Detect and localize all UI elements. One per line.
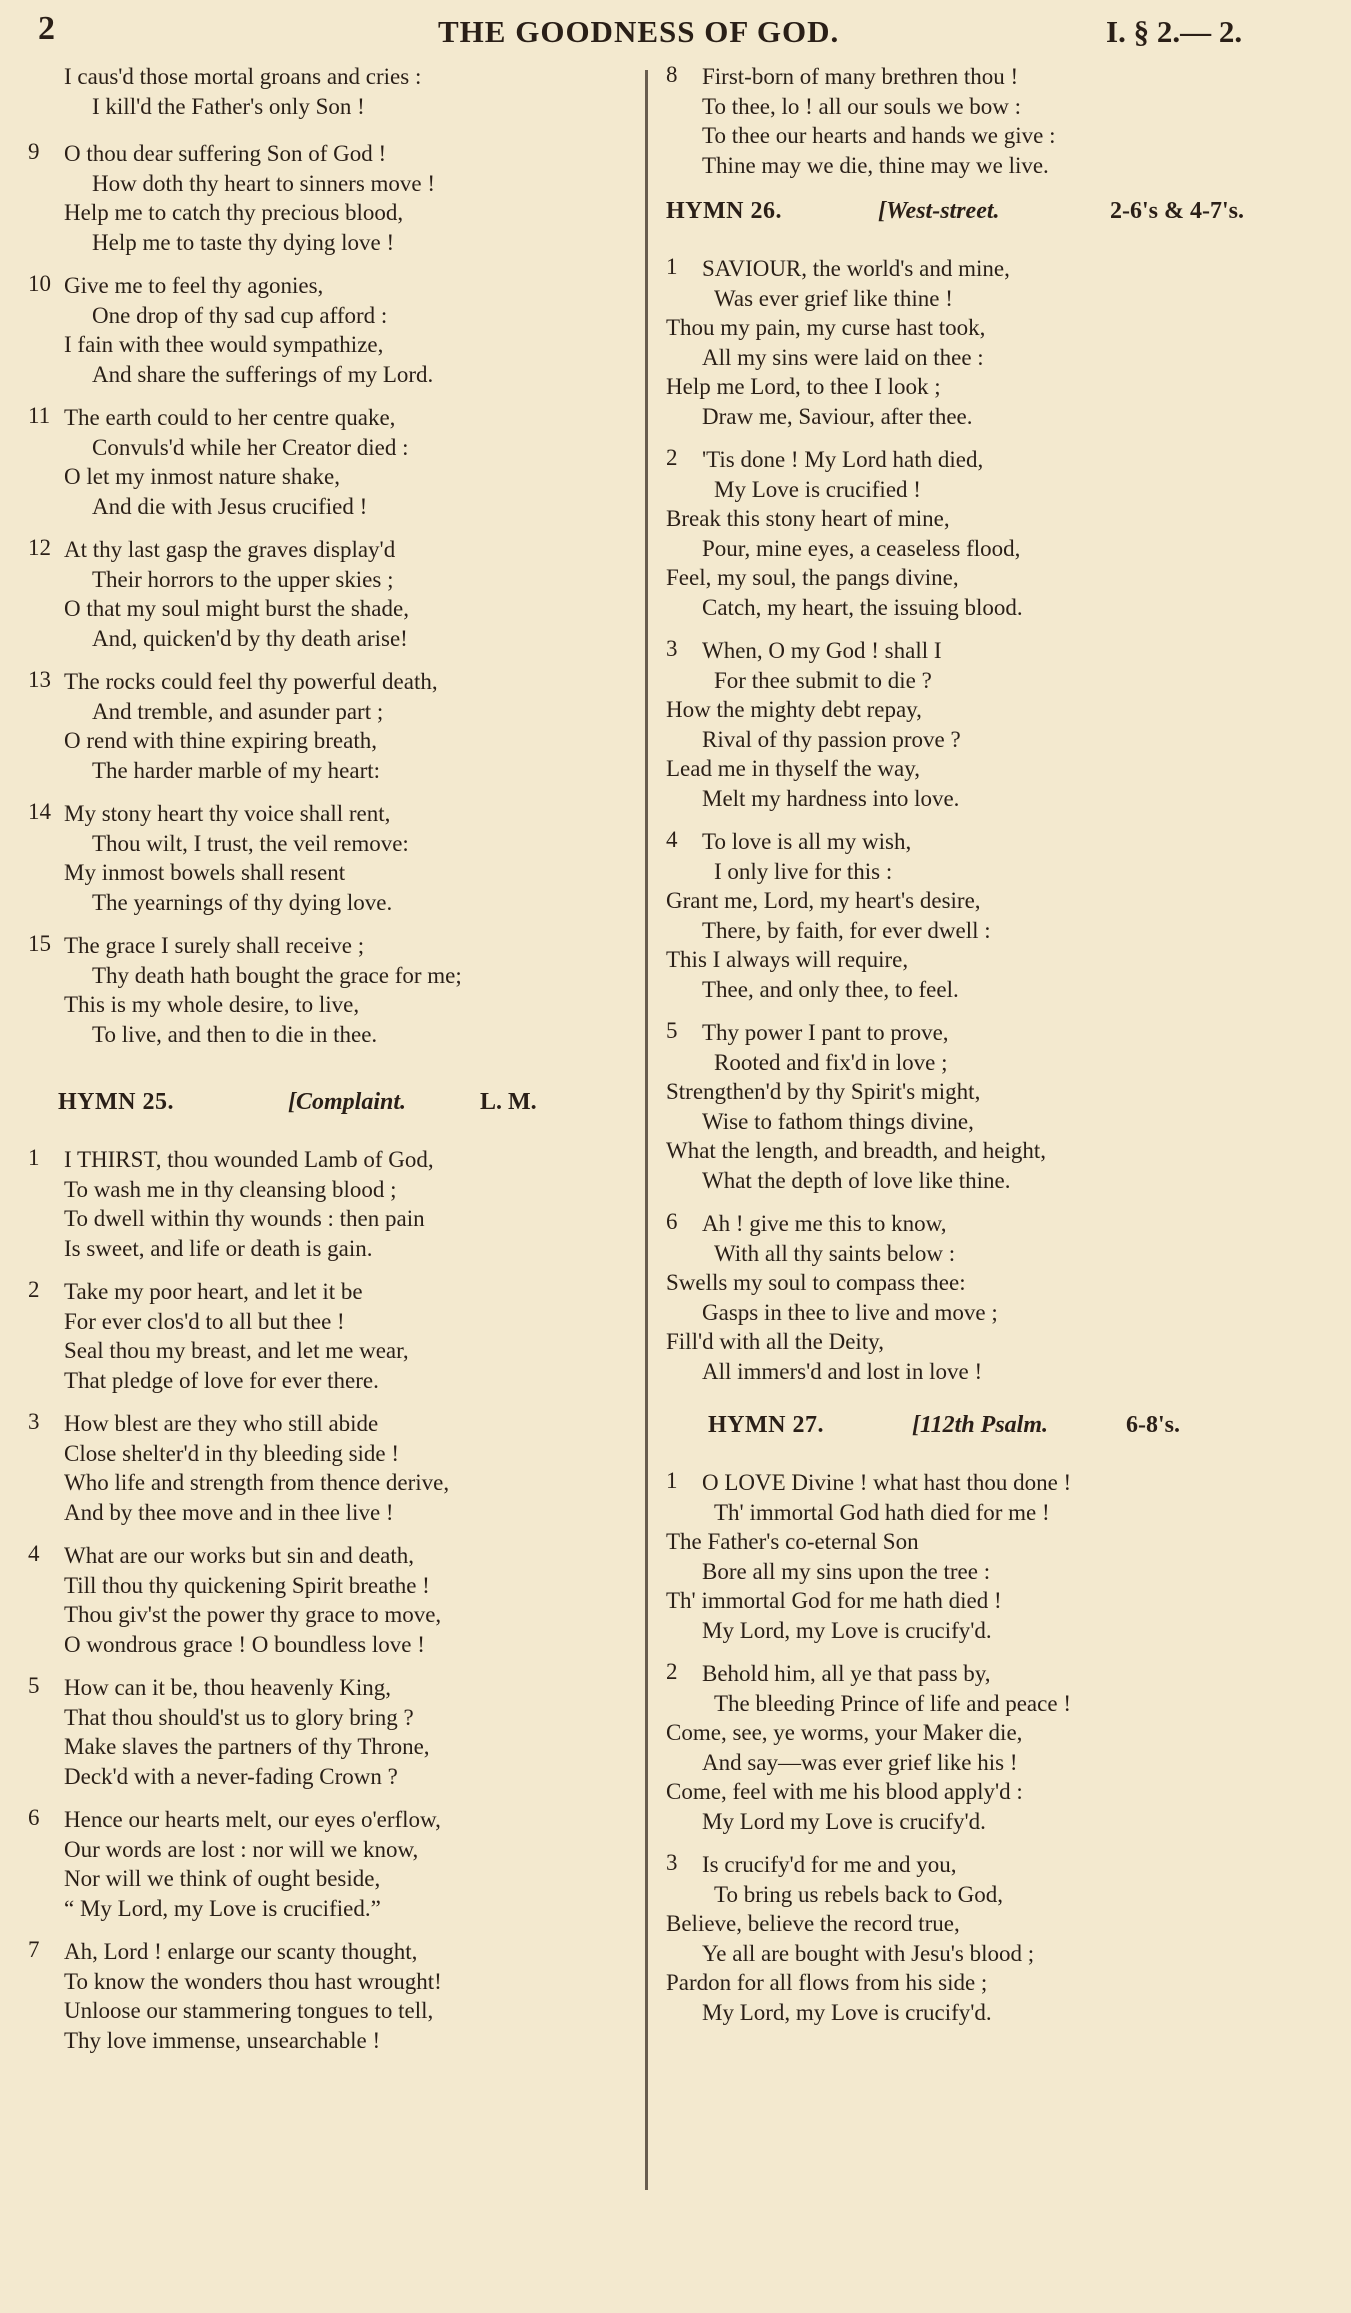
stanza-number: 2 [28,1277,40,1302]
verse-line: O let my inmost nature shake, [64,464,340,489]
stanza-number: 1 [666,1468,678,1493]
stanza [28,1673,640,1791]
verse-line: This is my whole desire, to live, [64,992,360,1017]
stanza-number: 3 [28,1409,40,1434]
meter: 2-6's & 4-7's. [1110,198,1244,224]
verse-line: And, quicken'd by thy death arise! [92,625,408,651]
stanza [666,1209,1336,1386]
verse-line: Melt my hardness into love. [702,785,960,811]
stanza [666,1659,1336,1836]
verse-line: Give me to feel thy agonies, [64,273,324,298]
stanza [28,535,640,653]
stanza [666,1468,1336,1645]
verse-line: For thee submit to die ? [714,667,932,693]
verse-line: Close shelter'd in thy bleeding side ! [64,1440,400,1466]
verse-line: I THIRST, thou wounded Lamb of God, [64,1147,434,1172]
stanza-number: 4 [28,1541,40,1566]
verse-line: And tremble, and asunder part ; [92,698,384,724]
stanza-number: 2 [666,445,678,470]
hymn-number: HYMN 27. [708,1412,824,1438]
stanza [28,1277,640,1395]
stanza-number: 6 [666,1209,678,1234]
verse-line: The yearnings of thy dying love. [92,889,393,915]
verse-line: And die with Jesus crucified ! [92,493,368,519]
meter: 6-8's. [1126,1412,1180,1438]
hymn-25-heading [28,1089,640,1131]
verse-line: There, by faith, for ever dwell : [702,917,991,943]
page-number: 2 [38,10,55,47]
verse-line: This I always will require, [666,947,909,972]
verse-line: Unloose our stammering tongues to tell, [64,1998,434,2023]
verse-line: Our words are lost : nor will we know, [64,1836,419,1862]
stanza-number: 5 [28,1673,40,1698]
stanza-number: 2 [666,1659,678,1684]
stanza [666,636,1336,813]
verse-line: O LOVE Divine ! what hast thou done ! [702,1470,1072,1495]
stanza [28,1409,640,1527]
verse-line: Behold him, all ye that pass by, [702,1661,991,1686]
stanza-number: 1 [28,1145,40,1170]
verse-line: Come, feel with me his blood apply'd : [666,1779,1023,1804]
tune-name: [West-street. [878,198,1000,224]
hymn-24-stanzas [28,139,640,1049]
verse-line: Hence our hearts melt, our eyes o'erflow, [64,1807,441,1832]
verse-line: Thou my pain, my curse hast took, [666,315,986,340]
verse-line: Take my poor heart, and let it be [64,1279,363,1304]
verse-line: To know the wonders thou hast wrought! [64,1968,442,1994]
stanza-number: 14 [28,799,51,824]
right-column [666,62,1336,2041]
verse-line: Was ever grief like thine ! [714,285,953,311]
verse-line: To dwell within thy wounds : then pain [64,1206,425,1231]
verse-line: O that my soul might burst the shade, [64,596,409,621]
stanza [28,1805,640,1923]
stanza [28,1541,640,1659]
stanza-number: 8 [666,62,678,87]
verse-line: Help me to catch thy precious blood, [64,200,404,225]
verse-line: Strengthen'd by thy Spirit's might, [666,1079,981,1104]
verse-line: I kill'd the Father's only Son ! [92,93,365,119]
left-column [28,62,640,2069]
verse-line: My stony heart thy voice shall rent, [64,801,391,826]
verse-line: Draw me, Saviour, after thee. [702,403,973,429]
verse-line: The bleeding Prince of life and peace ! [714,1690,1071,1716]
verse-line: Thine may we die, thine may we live. [702,152,1049,178]
stanza-number: 11 [28,403,51,428]
verse-line: Nor will we think of ought beside, [64,1866,381,1891]
verse-line: Grant me, Lord, my heart's desire, [666,888,981,913]
verse-line: At thy last gasp the graves display'd [64,537,396,562]
stanza-number: 5 [666,1018,678,1043]
stanza-number: 13 [28,667,51,692]
verse-line: I fain with thee would sympathize, [64,332,384,357]
hymn-27-stanzas [666,1468,1336,2027]
verse-line: Convuls'd while her Creator died : [92,434,409,460]
stanza [666,254,1336,431]
verse-line: How doth thy heart to sinners move ! [92,170,436,196]
verse-line: That pledge of love for ever there. [64,1367,379,1393]
verse-line: And share the sufferings of my Lord. [92,361,434,387]
verse-line: Pour, mine eyes, a ceaseless flood, [702,535,1021,561]
verse-line: My inmost bowels shall resent [64,860,346,885]
verse-line: Help me to taste thy dying love ! [92,229,395,255]
stanza [28,1937,640,2055]
verse-line: The rocks could feel thy powerful death, [64,669,438,694]
verse-line: Bore all my sins upon the tree : [702,1558,991,1584]
verse-line: What are our works but sin and death, [64,1543,415,1568]
verse-line: “ My Lord, my Love is crucified.” [64,1895,381,1921]
verse-line: The earth could to her centre quake, [64,405,396,430]
stanza-number: 7 [28,1937,40,1962]
verse-line: I only live for this : [714,858,893,884]
verse-line: When, O my God ! shall I [702,638,942,663]
verse-line: And by thee move and in thee live ! [64,1499,394,1525]
verse-line: My Lord, my Love is crucify'd. [702,1617,992,1643]
stanza-number: 6 [28,1805,40,1830]
verse-line: O wondrous grace ! O boundless love ! [64,1631,425,1657]
verse-line: Catch, my heart, the issuing blood. [702,594,1023,620]
carryover-stanza [28,62,640,121]
stanza-number: 3 [666,636,678,661]
verse-line: My Lord, my Love is crucify'd. [702,1999,992,2025]
stanza [28,667,640,785]
verse-line: Th' immortal God hath died for me ! [714,1499,1050,1525]
verse-line: Lead me in thyself the way, [666,756,920,781]
stanza [666,827,1336,1004]
verse-line: Rival of thy passion prove ? [702,726,961,752]
section-reference: I. § 2.— 2. [1106,14,1243,49]
hymn-number: HYMN 25. [58,1089,174,1115]
stanza-number: 12 [28,535,51,560]
tune-name: [Complaint. [288,1089,407,1115]
verse-line: Deck'd with a never-fading Crown ? [64,1763,398,1789]
verse-line: Thee, and only thee, to feel. [702,976,959,1002]
verse-line: To bring us rebels back to God, [714,1881,1004,1907]
tune-name: [112th Psalm. [912,1412,1049,1438]
meter: L. M. [480,1089,537,1115]
verse-line: Thou giv'st the power thy grace to move, [64,1602,442,1627]
verse-line: My Love is crucified ! [714,476,921,502]
verse-line: What the depth of love like thine. [702,1167,1011,1193]
verse-line: Ah, Lord ! enlarge our scanty thought, [64,1939,418,1964]
verse-line: Believe, believe the record true, [666,1911,960,1936]
hymn-number: HYMN 26. [666,198,782,224]
stanza-number: 10 [28,271,51,296]
verse-line: Break this stony heart of mine, [666,506,950,531]
verse-line: Come, see, ye worms, your Maker die, [666,1720,1023,1745]
stanza [666,1018,1336,1195]
stanza [666,62,1336,180]
hymn-25-carryover [666,62,1336,180]
stanza [28,139,640,257]
verse-line: And say—was ever grief like his ! [702,1749,1018,1775]
verse-line: Seal thou my breast, and let me wear, [64,1338,409,1363]
verse-line: How can it be, thou heavenly King, [64,1675,392,1700]
verse-line: That thou should'st us to glory bring ? [64,1704,414,1730]
verse-line: All my sins were laid on thee : [702,344,984,370]
verse-line: Swells my soul to compass thee: [666,1270,966,1295]
verse-line: To thee our hearts and hands we give : [702,123,1056,148]
verse-line: I caus'd those mortal groans and cries : [64,64,422,89]
verse-line: Ah ! give me this to know, [702,1211,947,1236]
verse-line: Thy power I pant to prove, [702,1020,949,1045]
verse-line: Thy love immense, unsearchable ! [64,2027,381,2053]
stanza [28,271,640,389]
verse-line: Feel, my soul, the pangs divine, [666,565,959,590]
verse-line: With all thy saints below : [714,1240,956,1266]
stanza [28,1145,640,1263]
verse-line: The harder marble of my heart: [92,757,381,783]
verse-line: Thy death hath bought the grace for me; [92,962,462,988]
stanza [666,1850,1336,2027]
verse-line: Fill'd with all the Deity, [666,1329,884,1354]
verse-line: What the length, and breadth, and height, [666,1138,1047,1163]
hymn-25-stanzas [28,1145,640,2055]
verse-line: The Father's co-eternal Son [666,1529,919,1554]
verse-line: First-born of many brethren thou ! [702,64,1019,89]
verse-line: One drop of thy sad cup afford : [92,302,388,328]
verse-line: For ever clos'd to all but thee ! [64,1308,345,1334]
stanza-number: 4 [666,827,678,852]
stanza-number: 1 [666,254,678,279]
verse-line: My Lord my Love is crucify'd. [702,1808,986,1834]
verse-line: How blest are they who still abide [64,1411,379,1436]
verse-line: 'Tis done ! My Lord hath died, [702,447,984,472]
verse-line: To thee, lo ! all our souls we bow : [702,93,1022,119]
verse-line: To wash me in thy cleansing blood ; [64,1176,397,1202]
page-title: THE GOODNESS OF GOD. [438,14,840,49]
verse-line: All immers'd and lost in love ! [702,1358,983,1384]
verse-line: Their horrors to the upper skies ; [92,566,394,592]
verse-line: The grace I surely shall receive ; [64,933,365,958]
stanza [28,403,640,521]
verse-line: Help me Lord, to thee I look ; [666,374,941,399]
verse-line: Thou wilt, I trust, the veil remove: [92,830,409,856]
stanza-number: 3 [666,1850,678,1875]
verse-line: To live, and then to die in thee. [92,1021,378,1047]
stanza [28,931,640,1049]
verse-line: O rend with thine expiring breath, [64,728,377,753]
hymn-26-stanzas [666,254,1336,1386]
verse-line: To love is all my wish, [702,829,912,854]
verse-line: Wise to fathom things divine, [702,1108,974,1134]
verse-line: Pardon for all flows from his side ; [666,1970,988,1995]
column-divider [645,70,648,2190]
stanza-number: 9 [28,139,40,164]
verse-line: Th' immortal God for me hath died ! [666,1588,1002,1613]
running-head [0,8,1351,56]
verse-line: Till thou thy quickening Spirit breathe ! [64,1572,430,1598]
hymn-27-heading [666,1412,1336,1454]
verse-line: SAVIOUR, the world's and mine, [702,256,1010,281]
verse-line: Ye all are bought with Jesu's blood ; [702,1940,1035,1966]
stanza [666,445,1336,622]
stanza [28,799,640,917]
verse-line: Rooted and fix'd in love ; [714,1049,948,1075]
verse-line: How the mighty debt repay, [666,697,922,722]
stanza-number: 15 [28,931,51,956]
verse-line: Gasps in thee to live and move ; [702,1299,998,1325]
verse-line: Is sweet, and life or death is gain. [64,1235,373,1261]
verse-line: Is crucify'd for me and you, [702,1852,957,1877]
verse-line: O thou dear suffering Son of God ! [64,141,387,166]
verse-line: Make slaves the partners of thy Throne, [64,1734,430,1759]
verse-line: Who life and strength from thence derive, [64,1470,450,1495]
hymn-26-heading [666,198,1336,240]
